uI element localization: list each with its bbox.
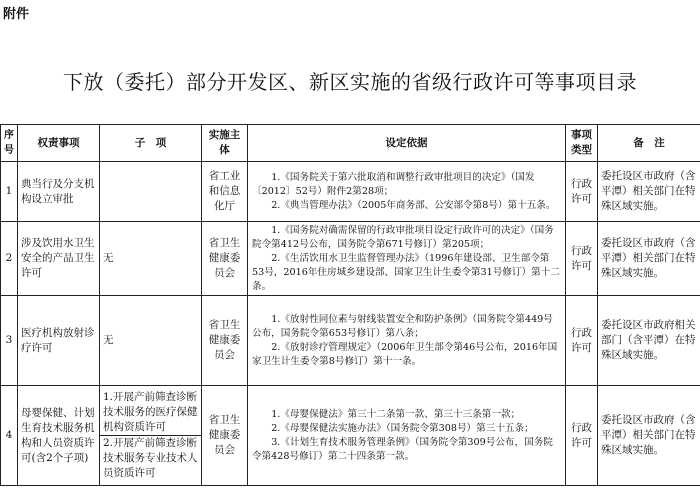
basis-item: 3.《计划生育技术服务管理条例》（国务院令第309号公布，国务院令第428号修订）第二十四条第一款。 bbox=[252, 436, 553, 462]
row-body: 省卫生健康委员会 bbox=[202, 386, 248, 486]
table-row bbox=[1, 386, 700, 486]
row-power: 医疗机构放射诊疗许可 bbox=[18, 296, 100, 386]
row-note: 委托设区市政府（含平潭）相关部门在特殊区域实施。 bbox=[598, 222, 700, 296]
row-basis bbox=[248, 296, 566, 386]
header-power: 权责事项 bbox=[18, 125, 100, 162]
row-type: 行政许可 bbox=[566, 222, 598, 296]
attachment-label: 附件 bbox=[3, 7, 30, 22]
row-note: 委托设区市政府（含平潭）相关部门在特殊区域实施。 bbox=[598, 162, 700, 222]
row-note: 委托设区市政府相关部门（含平潭）在特殊区域实施。 bbox=[598, 296, 700, 386]
basis-item: 2.《放射诊疗管理规定》（2006年卫生部令第46号公布，2016年国家卫生计生委令第8号修订）第十一条。 bbox=[252, 341, 558, 367]
basis-item: 1.《国务院关于第六批取消和调整行政审批项目的决定》（国发〔2012〕52号）附件2第28项； bbox=[252, 171, 535, 197]
header-basis: 设定依据 bbox=[248, 125, 566, 162]
basis-item: 1.《国务院对确需保留的行政审批项目设定行政许可的决定》（国务院令第412号公布，国务院令第671号修订）第205项； bbox=[252, 224, 554, 250]
table-row bbox=[1, 296, 700, 386]
header-note: 备 注 bbox=[598, 125, 700, 162]
header-sub: 子 项 bbox=[100, 125, 202, 162]
sub-item: 2.开展产前筛查诊断技术服务专业技术人员资质许可 bbox=[103, 437, 198, 479]
row-sub bbox=[100, 386, 202, 486]
row-sub bbox=[100, 162, 202, 222]
basis-item: 1.《放射性同位素与射线装置安全和防护条例》（国务院令第449号公布，国务院令第653号修订）第八条； bbox=[252, 313, 553, 339]
header-row bbox=[1, 125, 700, 162]
row-note: 委托设区市政府（含平潭）相关部门在特殊区域实施。 bbox=[598, 386, 700, 486]
row-body: 省工业和信息化厅 bbox=[202, 162, 248, 222]
page-title: 下放（委托）部分开发区、新区实施的省级行政许可等事项目录 bbox=[63, 70, 637, 94]
row-type: 行政许可 bbox=[566, 162, 598, 222]
row-seq: 3 bbox=[1, 296, 18, 386]
header-type: 事项类型 bbox=[566, 125, 598, 162]
row-type: 行政许可 bbox=[566, 296, 598, 386]
table-row bbox=[1, 162, 700, 222]
basis-item: 2.《生活饮用水卫生监督管理办法》（1996年建设部、卫生部令第53号，2016年住房城乡建设部、国家卫生计生委令第31号修订）第十二条。 bbox=[252, 252, 560, 292]
row-power: 涉及饮用水卫生安全的产品卫生许可 bbox=[18, 222, 100, 296]
row-type: 行政许可 bbox=[566, 386, 598, 486]
row-body: 省卫生健康委员会 bbox=[202, 222, 248, 296]
sub-item: 1.开展产前筛查诊断技术服务的医疗保健机构资质许可 bbox=[100, 390, 201, 436]
row-body: 省卫生健康委员会 bbox=[202, 296, 248, 386]
table-row bbox=[1, 222, 700, 296]
basis-item: 1.《母婴保健法》第三十二条第一款、第三十三条第一款； bbox=[271, 408, 521, 420]
row-seq: 1 bbox=[1, 162, 18, 222]
row-power: 典当行及分支机构设立审批 bbox=[18, 162, 100, 222]
header-body: 实施主体 bbox=[202, 125, 248, 162]
row-basis bbox=[248, 162, 566, 222]
header-seq: 序号 bbox=[1, 125, 18, 162]
row-seq: 4 bbox=[1, 386, 18, 486]
row-sub: 无 bbox=[100, 222, 202, 296]
basis-item: 2.《典当管理办法》（2005年商务部、公安部令第8号）第十五条。 bbox=[271, 199, 556, 211]
row-power: 母婴保健、计划生育技术服务机构和人员资质许可(含2个子项) bbox=[18, 386, 100, 486]
row-basis bbox=[248, 386, 566, 486]
basis-item: 2.《母婴保健法实施办法》（国务院令第308号）第三十五条； bbox=[271, 422, 534, 434]
row-sub: 无 bbox=[100, 296, 202, 386]
row-seq: 2 bbox=[1, 222, 18, 296]
catalog-table bbox=[0, 124, 700, 486]
row-basis bbox=[248, 222, 566, 296]
